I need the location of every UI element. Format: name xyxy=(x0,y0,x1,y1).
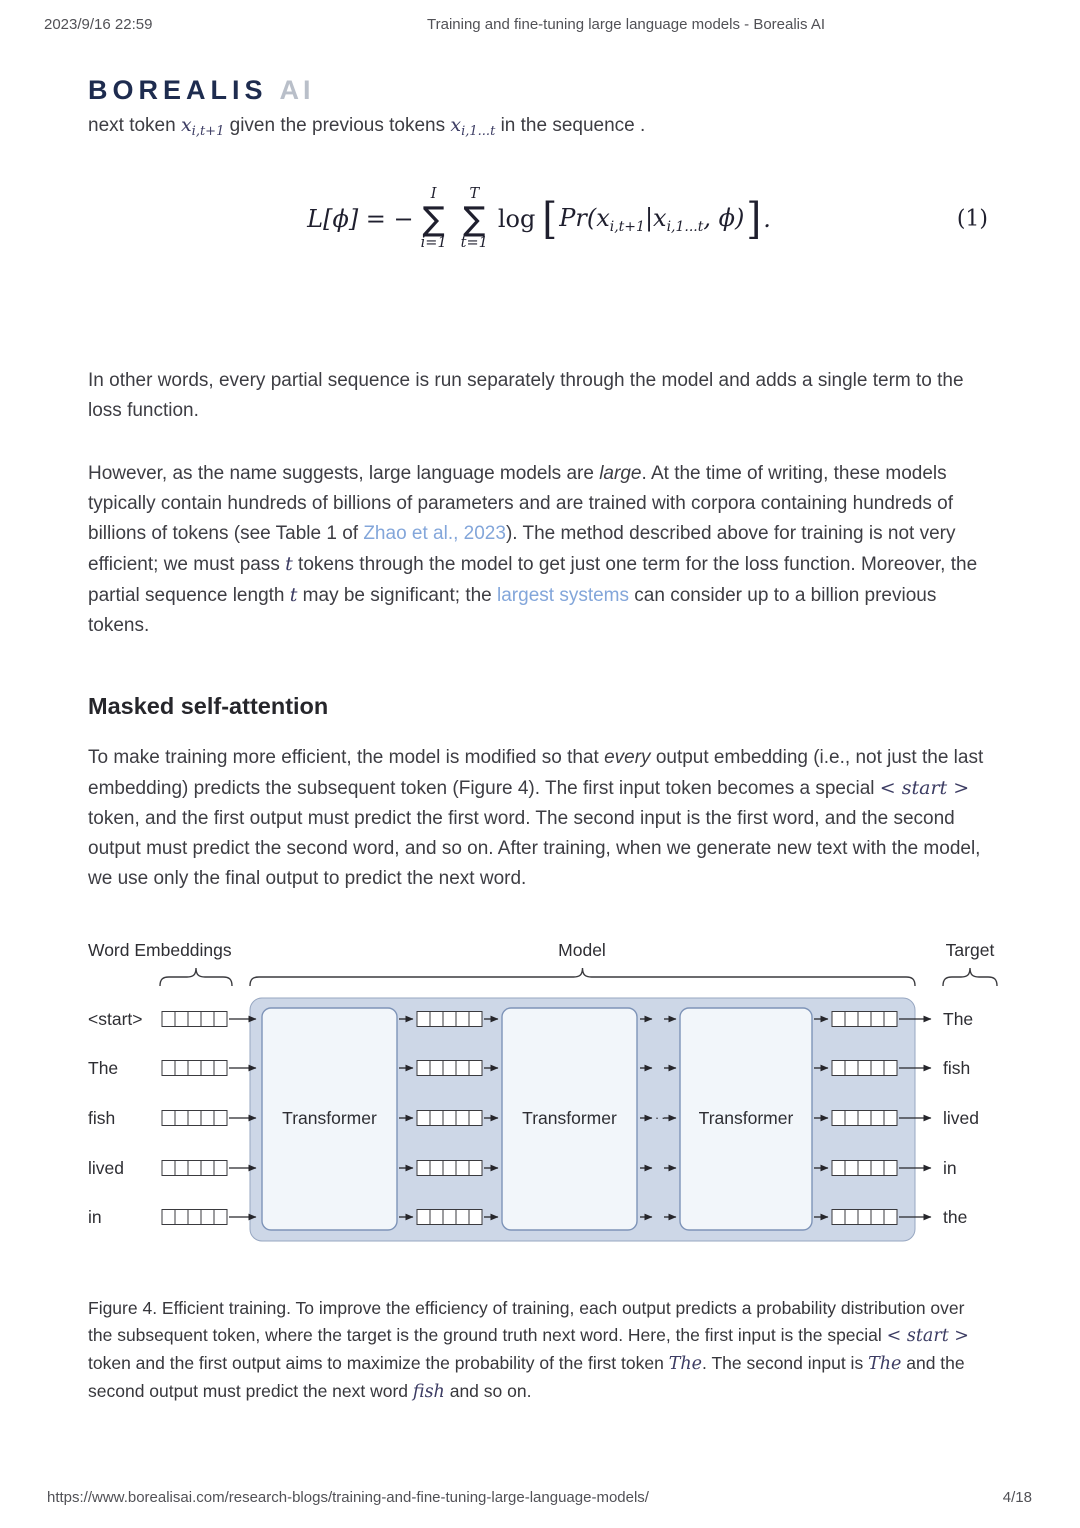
transformer-label: Transformer xyxy=(522,1108,617,1128)
text-segment: token, and the first output must predict the first word. The second input is the first word, and the second output must predict the second word, and so on. After training, when we generate new text with the model, we use only the final output to predict the next word. xyxy=(88,808,981,889)
inline-link[interactable]: Zhao et al., 2023 xyxy=(363,523,506,544)
embedding-grid xyxy=(832,1012,897,1027)
brace-target xyxy=(943,968,997,986)
log-operator: log xyxy=(497,205,536,233)
embedding-grid xyxy=(417,1061,482,1076)
text-segment: . The second input is xyxy=(702,1353,869,1373)
figure-label-word-embeddings: Word Embeddings xyxy=(88,940,232,960)
text-segment: in the sequence . xyxy=(495,115,646,136)
inline-link[interactable]: largest systems xyxy=(497,585,629,606)
borealis-logo xyxy=(88,75,990,106)
text-segment: |x xyxy=(644,203,667,232)
text-math: fish xyxy=(412,1382,445,1402)
text-segment: and the second output must predict the next word xyxy=(88,1353,965,1401)
text-segment: . At the time of writing, these models typically contain hundreds of billions of parameters and are trained with corpora containing hundreds of billions of tokens (see Table 1 of xyxy=(88,463,954,544)
footer-page-number: 4/18 xyxy=(1002,1489,1032,1506)
text-math: < start > xyxy=(886,1326,969,1346)
embedding-grid xyxy=(417,1210,482,1225)
input-word: <start> xyxy=(88,1009,143,1029)
transformer-label: Transformer xyxy=(698,1108,794,1128)
text-italic: large xyxy=(599,463,642,484)
input-word: The xyxy=(88,1058,119,1078)
text-segment: given the previous tokens xyxy=(224,115,451,136)
sum-upper-limit: T xyxy=(469,186,480,202)
sum-symbol: ∑ xyxy=(422,199,445,238)
footer-url: https://www.borealisai.com/research-blogs/training-and-fine-tuning-large-language-models/ xyxy=(47,1489,649,1506)
text-italic: every xyxy=(604,747,651,768)
logo-ai-suffix: AI xyxy=(279,75,315,105)
paragraph-loss-explanation xyxy=(88,366,990,426)
transformer-label: Transformer xyxy=(282,1108,377,1128)
embedding-grid xyxy=(832,1161,897,1176)
text-segment: token and the first output aims to maximize the probability of the first token xyxy=(88,1353,669,1373)
embedding-grid xyxy=(832,1061,897,1076)
sum-over-i xyxy=(421,187,447,251)
embedding-grid xyxy=(162,1111,227,1126)
sum-symbol: ∑ xyxy=(463,199,486,238)
brace-model xyxy=(250,968,915,986)
input-word: fish xyxy=(88,1108,116,1128)
text-math: x xyxy=(450,114,462,136)
target-word: in xyxy=(943,1158,957,1178)
sum-lower-limit: i=1 xyxy=(420,235,447,251)
target-word: the xyxy=(943,1207,968,1227)
clipped-text-line xyxy=(88,113,990,139)
text-mathsub: i,t+1 xyxy=(191,124,225,139)
text-segment: can consider up to a billion previous tokens. xyxy=(88,585,937,636)
text-sub: i,1...t xyxy=(666,218,704,235)
text-sub: i,t+1 xyxy=(609,218,645,235)
logo-wordmark: BOREALIS xyxy=(88,75,268,105)
text-segment: Figure 4. Efficient training. To improve the efficiency of training, each output predicts a probability distribution over the subsequent token, where the target is the ground truth next word. Here, the first input is the special xyxy=(88,1298,965,1345)
figure-label-model: Model xyxy=(558,940,606,960)
embedding-grid xyxy=(417,1111,482,1126)
text-segment: Pr(x xyxy=(559,203,610,232)
text-segment: output embedding (i.e., not just the last embedding) predicts the subsequent token (Figure 4). The first input token becomes a special xyxy=(88,747,984,799)
equation-lhs: L[ϕ] = − xyxy=(307,205,414,233)
text-segment: , ϕ) xyxy=(703,203,745,232)
paragraph-masked-attention xyxy=(88,743,990,894)
print-header xyxy=(44,16,1036,33)
embedding-grid xyxy=(162,1012,227,1027)
print-footer xyxy=(47,1489,1032,1506)
embedding-grid xyxy=(162,1210,227,1225)
equation-body xyxy=(559,204,744,235)
embedding-grid xyxy=(417,1161,482,1176)
sum-lower-limit: t=1 xyxy=(460,235,488,251)
text-math: t xyxy=(289,584,298,606)
embedding-grid xyxy=(832,1111,897,1126)
figure-4-diagram xyxy=(88,938,1000,1250)
text-segment: In other words, every partial sequence is run separately through the model and adds a single term to the loss function. xyxy=(88,370,964,421)
text-math: The xyxy=(868,1354,902,1374)
embedding-grid xyxy=(417,1012,482,1027)
equation-number: (1) xyxy=(956,206,988,232)
target-word: lived xyxy=(943,1108,979,1128)
equation-1 xyxy=(88,178,990,260)
text-segment: and so on. xyxy=(444,1381,532,1401)
sum-over-t xyxy=(461,187,488,251)
open-bracket: [ xyxy=(542,194,558,244)
text-segment: tokens through the model to get just one term for the loss function. Moreover, the partial sequence length xyxy=(88,554,978,606)
paragraph-llm-scale xyxy=(88,459,990,641)
embedding-grid xyxy=(832,1210,897,1225)
text-segment: To make training more efficient, the model is modified so that xyxy=(88,747,605,768)
equation-period: . xyxy=(763,205,771,233)
text-mathsub: i,1...t xyxy=(461,124,496,139)
text-math: x xyxy=(180,114,192,136)
ellipsis-dots: ··· xyxy=(648,1110,668,1125)
print-title: Training and fine-tuning large language models - Borealis AI xyxy=(427,16,826,33)
brace-word-embeddings xyxy=(160,968,232,986)
section-heading-masked-self-attention: Masked self-attention xyxy=(88,693,329,719)
clipped-text xyxy=(88,113,990,144)
text-segment: may be significant; the xyxy=(297,585,498,606)
text-segment: ). The method described above for training is not very efficient; we must pass xyxy=(88,523,956,575)
figure-caption xyxy=(88,1295,990,1406)
embedding-grid xyxy=(162,1061,227,1076)
close-bracket: ] xyxy=(746,194,762,244)
input-word: lived xyxy=(88,1158,124,1178)
sum-upper-limit: I xyxy=(430,186,437,202)
text-math: The xyxy=(668,1354,703,1374)
figure-4 xyxy=(88,938,995,1255)
embedding-grid xyxy=(162,1161,227,1176)
text-math: < start > xyxy=(879,777,970,799)
text-math: t xyxy=(285,553,293,575)
text-segment: next token xyxy=(88,115,181,136)
target-word: fish xyxy=(943,1058,971,1078)
print-datetime: 2023/9/16 22:59 xyxy=(44,16,153,33)
figure-label-target: Target xyxy=(945,940,995,960)
text-segment: However, as the name suggests, large language models are xyxy=(88,463,600,484)
target-word: The xyxy=(943,1009,974,1029)
input-word: in xyxy=(88,1207,102,1227)
